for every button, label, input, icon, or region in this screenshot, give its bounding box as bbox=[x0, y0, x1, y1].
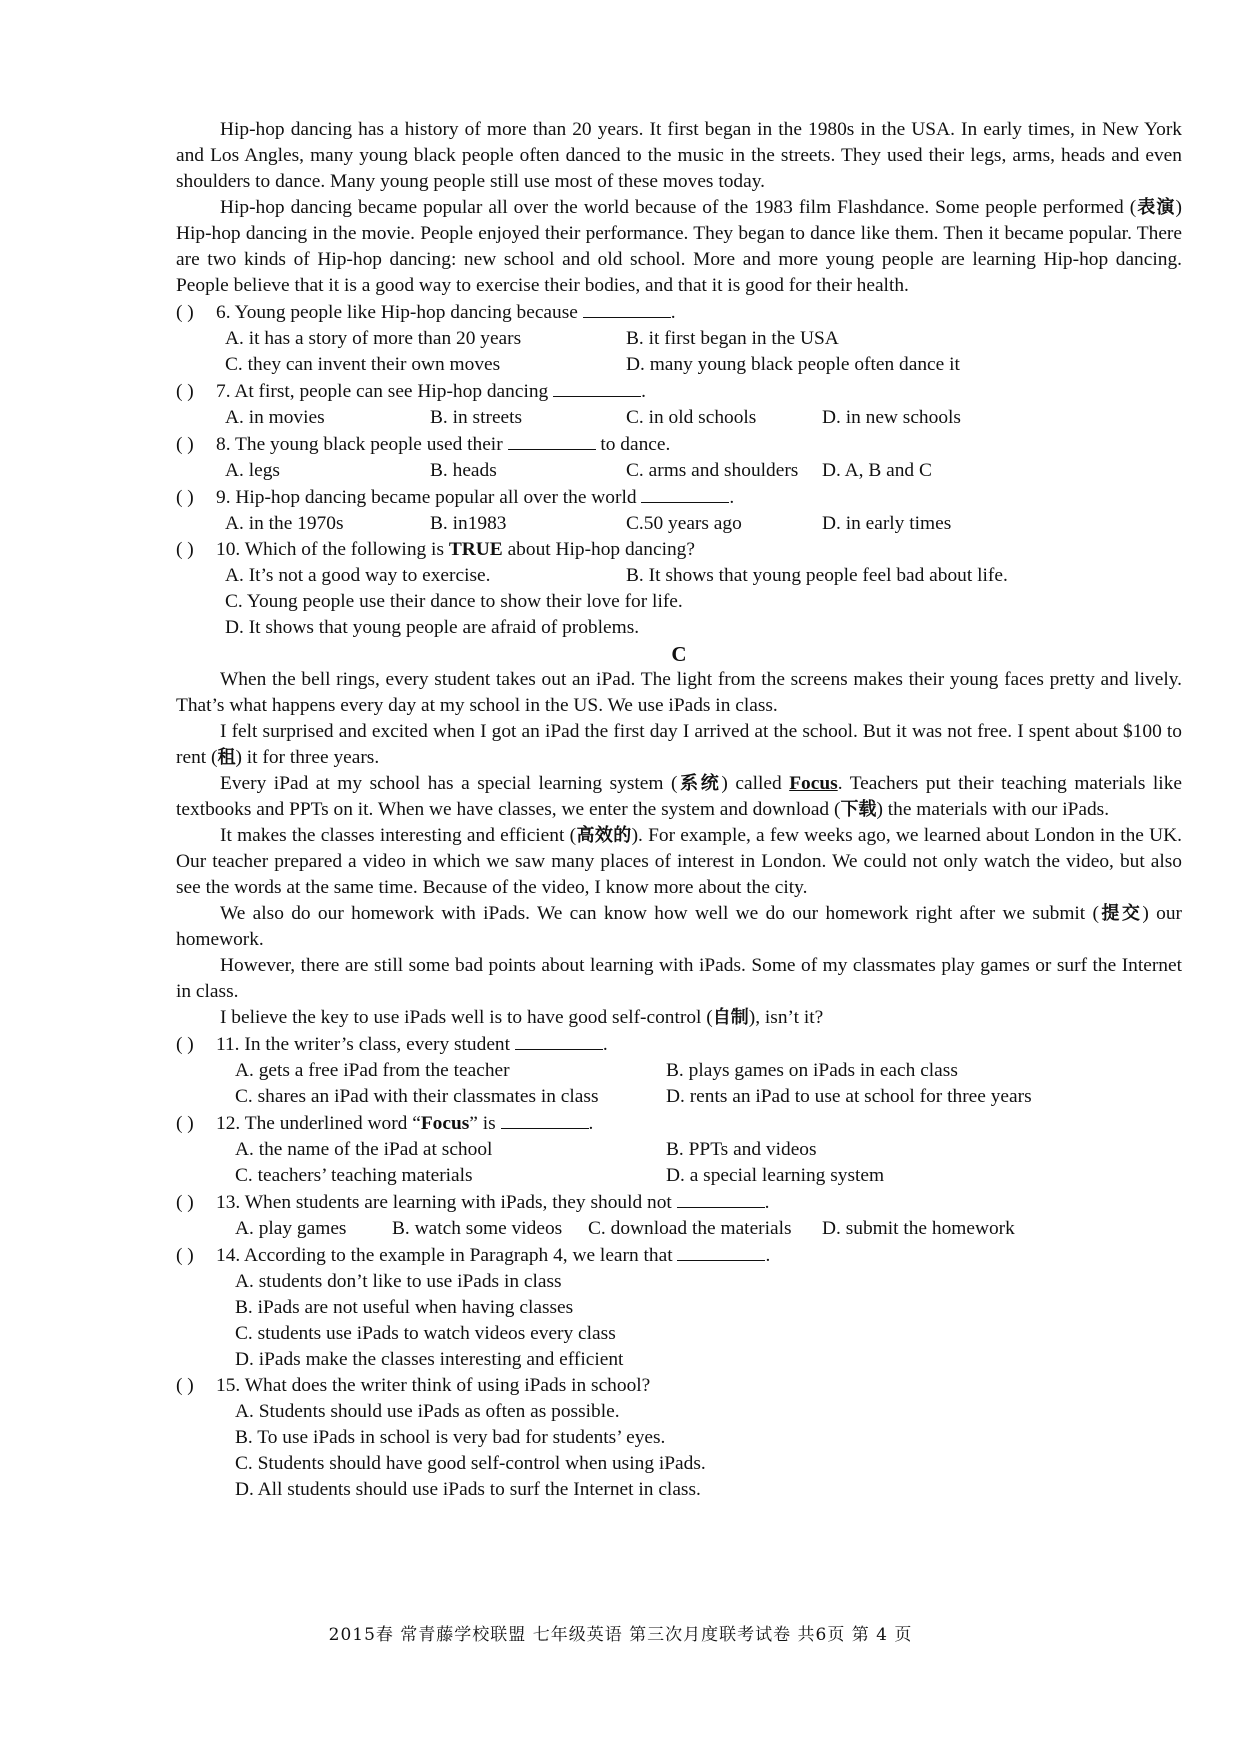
text-fragment: Every iPad at my school has a special learning system ( bbox=[220, 773, 678, 794]
answer-paren[interactable]: ( ) bbox=[176, 1192, 194, 1213]
text-fragment: ) our homework. bbox=[176, 903, 1182, 950]
question-15 bbox=[176, 1373, 1182, 1399]
chinese-gloss: 下载 bbox=[840, 799, 877, 820]
exam-page bbox=[176, 117, 1182, 1503]
option-d[interactable]: D. many young black people often dance it bbox=[626, 354, 960, 375]
option-c[interactable]: C. students use iPads to watch videos every class bbox=[235, 1323, 616, 1344]
option-d[interactable]: D. A, B and C bbox=[822, 460, 932, 481]
question-stem: 14. According to the example in Paragraph 4, we learn that bbox=[216, 1245, 678, 1266]
question-stem: 10. Which of the following is bbox=[216, 539, 449, 560]
text-fragment: ). For example, a few weeks ago, we learned about London in the UK. Our teacher prepared a video in which we saw many places of interest in London. We could not only watch the video, but also see the words at the same time. Because of the video, I know more about the city. bbox=[176, 825, 1182, 898]
text-fragment: I felt surprised and excited when I got an iPad the first day I arrived at the school. But it was not free. I spent about $100 to rent ( bbox=[176, 721, 1182, 768]
option-a[interactable]: A. it has a story of more than 20 years bbox=[225, 328, 522, 349]
question-9 bbox=[176, 484, 1182, 511]
passage-c-paragraph-1: When the bell rings, every student takes out an iPad. The light from the screens makes their young faces pretty and lively. That’s what happens every day at my school in the US. We use iPads in class. bbox=[176, 669, 1182, 716]
q10-option-c bbox=[176, 589, 1182, 615]
q15-option-b bbox=[176, 1425, 1182, 1451]
question-emphasis: TRUE bbox=[448, 539, 503, 560]
answer-blank bbox=[553, 378, 641, 397]
question-end: . bbox=[765, 1245, 771, 1266]
answer-blank bbox=[508, 431, 596, 450]
question-13 bbox=[176, 1189, 1182, 1216]
option-d[interactable]: D. submit the homework bbox=[822, 1218, 1015, 1239]
question-stem: 15. What does the writer think of using iPads in school? bbox=[216, 1375, 651, 1396]
passage-c-paragraph-3 bbox=[176, 771, 1182, 823]
text-fragment: I believe the key to use iPads well is to have good self-control ( bbox=[220, 1007, 713, 1028]
text-fragment: . Teachers put their teaching materials like textbooks and PPTs on it. When we have classes, we enter the system and download ( bbox=[176, 773, 1182, 820]
q8-options bbox=[176, 458, 1182, 484]
q6-options-row-2 bbox=[176, 352, 1182, 378]
question-stem-end: ” is bbox=[469, 1113, 501, 1134]
answer-blank bbox=[515, 1031, 603, 1050]
question-7 bbox=[176, 378, 1182, 405]
answer-paren[interactable]: ( ) bbox=[176, 1034, 194, 1055]
option-a[interactable]: A. Students should use iPads as often as possible. bbox=[235, 1401, 620, 1422]
question-stem: 12. The underlined word “ bbox=[216, 1113, 421, 1134]
chinese-gloss: 高效的 bbox=[576, 825, 632, 846]
answer-paren[interactable]: ( ) bbox=[176, 381, 194, 402]
text-fragment: ) Hip-hop dancing in the movie. People enjoyed their performance. They began to dance like them. Then it became popular. There are two kinds of Hip-hop dancing: new school and old school. More and more young people are learning Hip-hop dancing. People believe that it is a good way to exercise their bodies, and that it is good for their health. bbox=[176, 197, 1182, 296]
option-c[interactable]: C. download the materials bbox=[588, 1218, 792, 1239]
option-b[interactable]: B. It shows that young people feel bad about life. bbox=[626, 565, 1008, 586]
answer-paren[interactable]: ( ) bbox=[176, 1245, 194, 1266]
answer-blank bbox=[641, 484, 729, 503]
chinese-gloss: 自制 bbox=[712, 1007, 749, 1028]
answer-paren[interactable]: ( ) bbox=[176, 302, 194, 323]
page-footer: 2015春 常青藤学校联盟 七年级英语 第三次月度联考试卷 共6页 第 4 页 bbox=[328, 1625, 913, 1645]
answer-paren[interactable]: ( ) bbox=[176, 1375, 194, 1396]
option-d[interactable]: D. in early times bbox=[822, 513, 952, 534]
q14-option-a bbox=[176, 1269, 1182, 1295]
q10-options-row-1 bbox=[176, 563, 1182, 589]
option-a[interactable]: A. students don’t like to use iPads in class bbox=[235, 1271, 562, 1292]
chinese-gloss: 租 bbox=[217, 747, 236, 768]
passage-c-paragraph-6: However, there are still some bad points about learning with iPads. Some of my classmates play games or surf the Internet in class. bbox=[176, 955, 1182, 1002]
answer-paren[interactable]: ( ) bbox=[176, 487, 194, 508]
q9-options bbox=[176, 511, 1182, 537]
option-d[interactable]: D. rents an iPad to use at school for three years bbox=[666, 1086, 1032, 1107]
option-a[interactable]: A. in movies bbox=[225, 407, 325, 428]
q13-options bbox=[176, 1216, 1182, 1242]
option-c[interactable]: C. arms and shoulders bbox=[626, 460, 799, 481]
option-d[interactable]: D. iPads make the classes interesting and efficient bbox=[235, 1349, 624, 1370]
question-end: . bbox=[670, 302, 676, 323]
q11-options-row-2 bbox=[176, 1084, 1182, 1110]
text-fragment: ) called bbox=[721, 773, 790, 794]
question-end: . bbox=[729, 487, 735, 508]
option-a[interactable]: A. in the 1970s bbox=[225, 513, 344, 534]
q14-option-d bbox=[176, 1347, 1182, 1373]
answer-paren[interactable]: ( ) bbox=[176, 1113, 194, 1134]
option-c[interactable]: C.50 years ago bbox=[626, 513, 742, 534]
q11-options-row-1 bbox=[176, 1058, 1182, 1084]
answer-blank bbox=[501, 1110, 589, 1129]
passage-c-paragraph-5 bbox=[176, 901, 1182, 953]
answer-blank bbox=[677, 1189, 765, 1208]
text-fragment: We also do our homework with iPads. We can know how well we do our homework right after we submit ( bbox=[220, 903, 1099, 924]
option-b[interactable]: B. it first began in the USA bbox=[626, 328, 839, 349]
option-b[interactable]: B. heads bbox=[430, 460, 497, 481]
question-stem: 6. Young people like Hip-hop dancing because bbox=[216, 302, 583, 323]
option-a[interactable]: A. It’s not a good way to exercise. bbox=[225, 565, 491, 586]
section-c-heading: C bbox=[671, 642, 687, 666]
answer-paren[interactable]: ( ) bbox=[176, 539, 194, 560]
question-14 bbox=[176, 1242, 1182, 1269]
question-stem: 8. The young black people used their bbox=[216, 434, 508, 455]
chinese-gloss: 系统 bbox=[677, 773, 722, 794]
q10-option-d bbox=[176, 615, 1182, 641]
option-b[interactable]: B. watch some videos bbox=[392, 1218, 563, 1239]
passage-c-paragraph-4 bbox=[176, 823, 1182, 901]
passage-c-paragraph-7 bbox=[176, 1005, 1182, 1031]
answer-blank bbox=[677, 1242, 765, 1261]
passage-b-paragraph-2 bbox=[176, 195, 1182, 299]
passage-c-paragraph-2 bbox=[176, 719, 1182, 771]
answer-blank bbox=[583, 299, 671, 318]
q15-option-d bbox=[176, 1477, 1182, 1503]
option-c[interactable]: C. Students should have good self-control when using iPads. bbox=[235, 1453, 706, 1474]
option-c[interactable]: C. they can invent their own moves bbox=[225, 354, 501, 375]
question-end: to dance. bbox=[595, 434, 671, 455]
question-stem: 9. Hip-hop dancing became popular all over the world bbox=[216, 487, 642, 508]
option-a[interactable]: A. the name of the iPad at school bbox=[235, 1139, 493, 1160]
question-6 bbox=[176, 299, 1182, 326]
passage-b-paragraph-1: Hip-hop dancing has a history of more than 20 years. It first began in the 1980s in the USA. In early times, in New York and Los Angles, many young black people often danced to the music in the streets. They used their legs, arms, heads and even shoulders to dance. Many young people still use most of these moves today. bbox=[176, 119, 1182, 192]
option-b[interactable]: B. iPads are not useful when having classes bbox=[235, 1297, 574, 1318]
option-b[interactable]: B. PPTs and videos bbox=[666, 1139, 817, 1160]
chinese-gloss: 提交 bbox=[1098, 903, 1143, 924]
q14-option-c bbox=[176, 1321, 1182, 1347]
q14-option-b bbox=[176, 1295, 1182, 1321]
question-stem-end: about Hip-hop dancing? bbox=[502, 539, 695, 560]
option-d[interactable]: D. It shows that young people are afraid of problems. bbox=[225, 617, 640, 638]
text-fragment: It makes the classes interesting and efficient ( bbox=[220, 825, 577, 846]
question-stem: 7. At first, people can see Hip-hop dancing bbox=[216, 381, 554, 402]
option-b[interactable]: B. plays games on iPads in each class bbox=[666, 1060, 958, 1081]
q12-options-row-2 bbox=[176, 1163, 1182, 1189]
question-stem: 13. When students are learning with iPads, they should not bbox=[216, 1192, 677, 1213]
text-fragment: ), isn’t it? bbox=[748, 1007, 824, 1028]
q6-options-row-1 bbox=[176, 326, 1182, 352]
option-b[interactable]: B. in streets bbox=[430, 407, 523, 428]
question-end: . bbox=[588, 1113, 594, 1134]
option-a[interactable]: A. gets a free iPad from the teacher bbox=[235, 1060, 510, 1081]
option-d[interactable]: D. All students should use iPads to surf the Internet in class. bbox=[235, 1479, 701, 1500]
q7-options bbox=[176, 405, 1182, 431]
option-c[interactable]: C. shares an iPad with their classmates in class bbox=[235, 1086, 599, 1107]
answer-paren[interactable]: ( ) bbox=[176, 434, 194, 455]
option-c[interactable]: C. teachers’ teaching materials bbox=[235, 1165, 473, 1186]
question-stem: 11. In the writer’s class, every student bbox=[216, 1034, 515, 1055]
option-b[interactable]: B. in1983 bbox=[430, 513, 507, 534]
question-10 bbox=[176, 537, 1182, 563]
q15-option-a bbox=[176, 1399, 1182, 1425]
text-fragment: ) the materials with our iPads. bbox=[876, 799, 1110, 820]
option-b[interactable]: B. To use iPads in school is very bad for students’ eyes. bbox=[235, 1427, 666, 1448]
question-8 bbox=[176, 431, 1182, 458]
question-emphasis: Focus bbox=[420, 1113, 470, 1134]
chinese-gloss: 表演 bbox=[1136, 197, 1176, 218]
option-c[interactable]: C. Young people use their dance to show their love for life. bbox=[225, 591, 683, 612]
text-fragment: ) it for three years. bbox=[235, 747, 380, 768]
question-11 bbox=[176, 1031, 1182, 1058]
question-end: . bbox=[764, 1192, 770, 1213]
question-end: . bbox=[641, 381, 646, 402]
option-a[interactable]: A. play games bbox=[235, 1218, 347, 1239]
option-d[interactable]: D. in new schools bbox=[822, 407, 961, 428]
q12-options-row-1 bbox=[176, 1137, 1182, 1163]
option-d[interactable]: D. a special learning system bbox=[666, 1165, 885, 1186]
text-fragment: Hip-hop dancing became popular all over the world because of the 1983 film Flashdance. Some people performed ( bbox=[220, 197, 1137, 218]
underlined-word-focus: Focus bbox=[789, 773, 838, 794]
option-c[interactable]: C. in old schools bbox=[626, 407, 757, 428]
option-a[interactable]: A. legs bbox=[225, 460, 280, 481]
q15-option-c bbox=[176, 1451, 1182, 1477]
question-12 bbox=[176, 1110, 1182, 1137]
question-end: . bbox=[602, 1034, 608, 1055]
